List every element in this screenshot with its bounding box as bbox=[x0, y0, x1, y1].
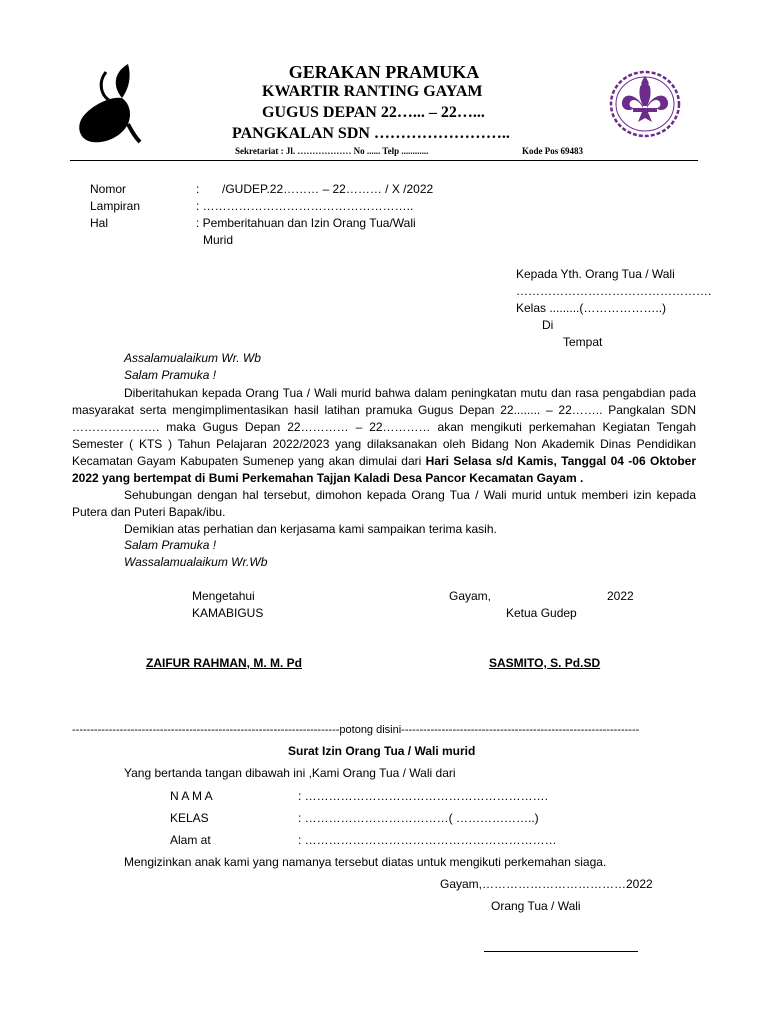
paragraph-thanks: Demikian atas perhatian dan kerjasama kami sampaikan terima kasih. bbox=[124, 522, 497, 536]
body-paragraphs bbox=[72, 385, 696, 538]
salam-pramuka-closing: Salam Pramuka ! bbox=[124, 538, 217, 552]
field-kelas-value: : ………………………………( ………………..) bbox=[298, 811, 539, 825]
sign-left-role: KAMABIGUS bbox=[192, 606, 264, 620]
notice-text: Diberitahukan kepada Orang Tua / Wali murid bahwa dalam peningkatan mutu dan rasa pengabdian pada masyarakat serta mengimplimentasikan hasil latihan pramuka Gugus Depan 22........ – 22…….. Pangkalan SDN …………………. maka Gugus Depan 22………… – 22………… akan mengikuti perkemahan Kegiatan Tengah Semester ( KTS ) Tahun Pelajaran 2022/2023 yang dilaksanakan oleh Bidang Non Akademik Dinas Pendidikan Kecamatan Gayam Kabupaten Sumenep yang akan dimulai dari bbox=[72, 386, 696, 468]
sign-right-role: Ketua Gudep bbox=[506, 606, 577, 620]
paragraph-notice bbox=[72, 385, 696, 487]
nomor-value: /GUDEP.22……… – 22……… / X /2022 bbox=[222, 182, 434, 196]
gugus-title: GUGUS DEPAN 22…... – 22…... bbox=[262, 104, 485, 121]
sign-left-title: Mengetahui bbox=[192, 589, 255, 603]
signature-line bbox=[484, 951, 638, 952]
field-kelas-label: KELAS bbox=[170, 811, 209, 825]
org-title: GERAKAN PRAMUKA bbox=[288, 62, 480, 82]
hal-label: Hal bbox=[90, 216, 109, 230]
permit-consent: Mengizinkan anak kami yang namanya tersebut diatas untuk mengikuti perkemahan siaga. bbox=[124, 855, 607, 869]
permit-signer: Orang Tua / Wali bbox=[491, 899, 581, 913]
cut-line: -------------------------------------------------------------------------potong disini----------------------------------------------------------------- bbox=[72, 724, 640, 736]
sign-right-place: Gayam, bbox=[449, 589, 492, 603]
lampiran-value: : …………………………………………….. bbox=[196, 199, 414, 213]
pangkalan-title: PANGKALAN SDN …………………….. bbox=[232, 125, 510, 142]
permit-intro: Yang bertanda tangan dibawah ini ,Kami Orang Tua / Wali dari bbox=[124, 766, 456, 780]
recipient-class: Kelas .........(………………..) bbox=[516, 301, 667, 315]
notice-date-location: Hari Selasa s/d Kamis, Tanggal 04 -06 Oktober 2022 yang bertempat di Bumi Perkemahan Tajjan Kaladi Desa Pancor Kecamatan Gayam . bbox=[72, 454, 696, 485]
salam-pramuka: Salam Pramuka ! bbox=[124, 368, 217, 382]
recipient-di: Di bbox=[542, 318, 554, 332]
sign-right-year: 2022 bbox=[607, 589, 634, 603]
kwartir-title: KWARTIR RANTING GAYAM bbox=[262, 83, 483, 100]
lampiran-label: Lampiran bbox=[90, 199, 141, 213]
paragraph-request: Sehubungan dengan hal tersebut, dimohon kepada Orang Tua / Wali murid untuk memberi izin kepada Putera dan Puteri Bapak/ibu. bbox=[72, 488, 696, 519]
nomor-label: Nomor bbox=[90, 182, 127, 196]
permit-title: Surat Izin Orang Tua / Wali murid bbox=[288, 744, 476, 758]
permit-place-date: Gayam,………………………………2022 bbox=[440, 877, 653, 891]
field-alamat-value: : ……………………………………………………… bbox=[298, 833, 557, 847]
recipient-tempat: Tempat bbox=[563, 335, 603, 349]
greeting: Assalamualaikum Wr. Wb bbox=[124, 351, 261, 365]
field-nama-value: : ……………………………………………………. bbox=[298, 789, 549, 803]
recipient-line: Kepada Yth. Orang Tua / Wali bbox=[516, 267, 675, 281]
sekretariat-address: Sekretariat : Jl. ……………… No ...... Telp ............ bbox=[235, 146, 429, 156]
nomor-colon: : bbox=[196, 182, 200, 196]
hal-value: : Pemberitahuan dan Izin Orang Tua/Wali bbox=[196, 216, 416, 230]
field-nama-label: N A M A bbox=[170, 789, 213, 803]
sign-right-name: SASMITO, S. Pd.SD bbox=[489, 656, 601, 670]
sign-left-name: ZAIFUR RAHMAN, M. M. Pd bbox=[146, 656, 302, 670]
recipient-name-blank: …………………………………………. bbox=[516, 284, 712, 298]
hal-value-2: Murid bbox=[203, 233, 234, 247]
field-alamat-label: Alam at bbox=[170, 833, 211, 847]
closing-greeting: Wassalamualaikum Wr.Wb bbox=[124, 555, 268, 569]
header-divider bbox=[70, 160, 698, 161]
kode-pos: Kode Pos 69483 bbox=[522, 146, 584, 156]
